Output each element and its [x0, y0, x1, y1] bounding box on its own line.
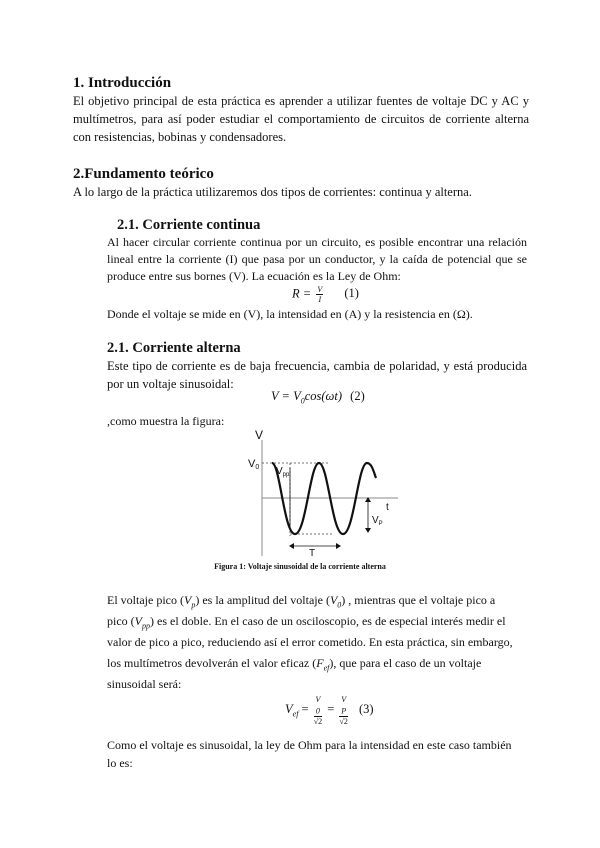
eq3-d2: √2	[339, 716, 348, 726]
eq3-n2: V	[341, 695, 347, 704]
subsection-continua-paragraph: Al hacer circular corriente continua por un circuito, es posible encontrar una relación lineal entre la corriente (I) que pasa por un conductor, y la caída de potencial que se produce entre sus bornes (V). La ecuación es la Ley de Ohm:	[107, 235, 527, 283]
eq3-lhs: V	[285, 702, 293, 717]
section-2-heading: 2.Fundamento teórico	[73, 166, 214, 182]
eq1-fraction	[316, 285, 323, 304]
para3-l1-var: V	[183, 593, 192, 607]
vpp-label-sub: pp	[282, 472, 290, 478]
section-2-paragraph: A lo largo de la práctica utilizaremos dos tipos de corrientes: continua y alterna.	[73, 185, 472, 199]
eq1-denominator: I	[318, 295, 322, 304]
eq3-n1: V	[315, 695, 321, 704]
para3-line-4	[107, 655, 481, 676]
para3-l4-text-b: ), que para el caso de un voltaje	[329, 656, 482, 670]
vp-arrowhead	[365, 528, 371, 533]
final-line-1: Como el voltaje es sinusoidal, la ley de Ohm para la intensidad en este caso también	[107, 738, 512, 752]
para3-line-1	[107, 592, 495, 613]
period-label: T	[309, 548, 316, 559]
para3-l1-text-c: ) , mientras que el voltaje pico a	[341, 593, 496, 607]
para3-l2-text-a: pico (	[107, 614, 135, 628]
eq3-fraction-1	[314, 695, 322, 726]
axis-t-label: t	[386, 502, 389, 513]
subsection-alterna-heading: 2.1. Corriente alterna	[107, 340, 241, 356]
axis-v-label: V	[255, 428, 264, 442]
vpp-label	[276, 466, 290, 478]
equation-1	[292, 285, 359, 304]
eq3-equals-2: =	[324, 702, 338, 717]
eq2-label: (2)	[350, 389, 365, 403]
eq3-frac1-num	[314, 695, 322, 717]
vp-label	[372, 515, 383, 527]
period-arrowhead-right	[336, 543, 341, 549]
vp-label-sub: P	[378, 521, 383, 527]
para3-l1-text-b: ) es la amplitud del voltaje (	[195, 593, 330, 607]
para3-l4-var: F	[316, 656, 324, 670]
eq2-lhs: V = V	[271, 389, 301, 403]
eq3-n1-sub: 0	[315, 706, 320, 716]
para3-l1-sub2: 0	[337, 600, 342, 610]
figure-intro: ,como muestra la figura:	[107, 414, 225, 428]
subsection-continua-after: Donde el voltaje se mide en (V), la intensidad en (A) y la resistencia en (Ω).	[107, 307, 473, 321]
para3-line-5: sinusoidal será:	[107, 677, 182, 691]
vp-label-main: V	[372, 515, 379, 526]
para3-l1-text-a: El voltaje pico (	[107, 593, 184, 607]
v0-label	[248, 458, 259, 471]
equation-2	[271, 389, 365, 406]
eq3-equals-1: =	[298, 702, 312, 717]
eq2-rest: cos(ωt)	[304, 389, 343, 403]
eq1-numerator: V	[317, 285, 323, 294]
equation-3	[285, 695, 374, 726]
v0-label-main: V	[248, 458, 256, 470]
para3-l1-var2: V	[329, 593, 338, 607]
eq3-label: (3)	[358, 702, 374, 717]
eq1-label: (1)	[344, 286, 359, 301]
subsection-alterna-paragraph: Este tipo de corriente es de baja frecuencia, cambia de polaridad, y está producida por un voltaje sinusoidal:	[107, 359, 527, 392]
section-1-paragraph: El objetivo principal de esta práctica es aprender a utilizar fuentes de voltaje DC y AC y multímetros, para así poder estudiar el comportamiento de circuitos de corriente alterna con resistencias, bobinas y condensadores.	[73, 94, 529, 145]
section-1-heading: 1. Introducción	[73, 75, 172, 91]
subsection-continua-heading: 2.1. Corriente continua	[117, 217, 261, 233]
vpp-label-main: V	[276, 466, 283, 477]
para3-l4-sub: ef	[323, 663, 330, 673]
eq3-fraction-2	[339, 695, 347, 726]
eq2-sub: 0	[300, 396, 305, 406]
para3-l2-sub: pp	[142, 621, 150, 631]
eq3-lhs-sub: ef	[292, 709, 299, 719]
v0-label-sub: 0	[255, 464, 260, 471]
final-line-2: lo es:	[107, 756, 133, 770]
para3-l2-var: V	[134, 614, 142, 628]
sinusoid-figure	[240, 428, 400, 560]
figure-caption: Figura 1: Voltaje sinusoidal de la corriente alterna	[214, 562, 386, 571]
period-arrowhead-left	[289, 543, 294, 549]
eq1-lhs: R =	[292, 286, 315, 301]
para3-l2-text-b: ) es el doble. En el caso de un osciloscopio, es de especial interés medir el	[150, 614, 506, 628]
para3-l4-text-a: los multímetros devolverán el valor eficaz (	[107, 656, 317, 670]
eq3-n2-sub: P	[341, 706, 347, 716]
eq3-d1: √2	[313, 716, 323, 726]
para3-l1-sub: p	[191, 600, 196, 610]
para3-line-2	[107, 613, 506, 634]
para3-line-3: valor de pico a pico, reduciendo así el error cometido. En esta práctica, sin embargo,	[107, 635, 513, 649]
eq3-frac2-num	[339, 695, 347, 717]
